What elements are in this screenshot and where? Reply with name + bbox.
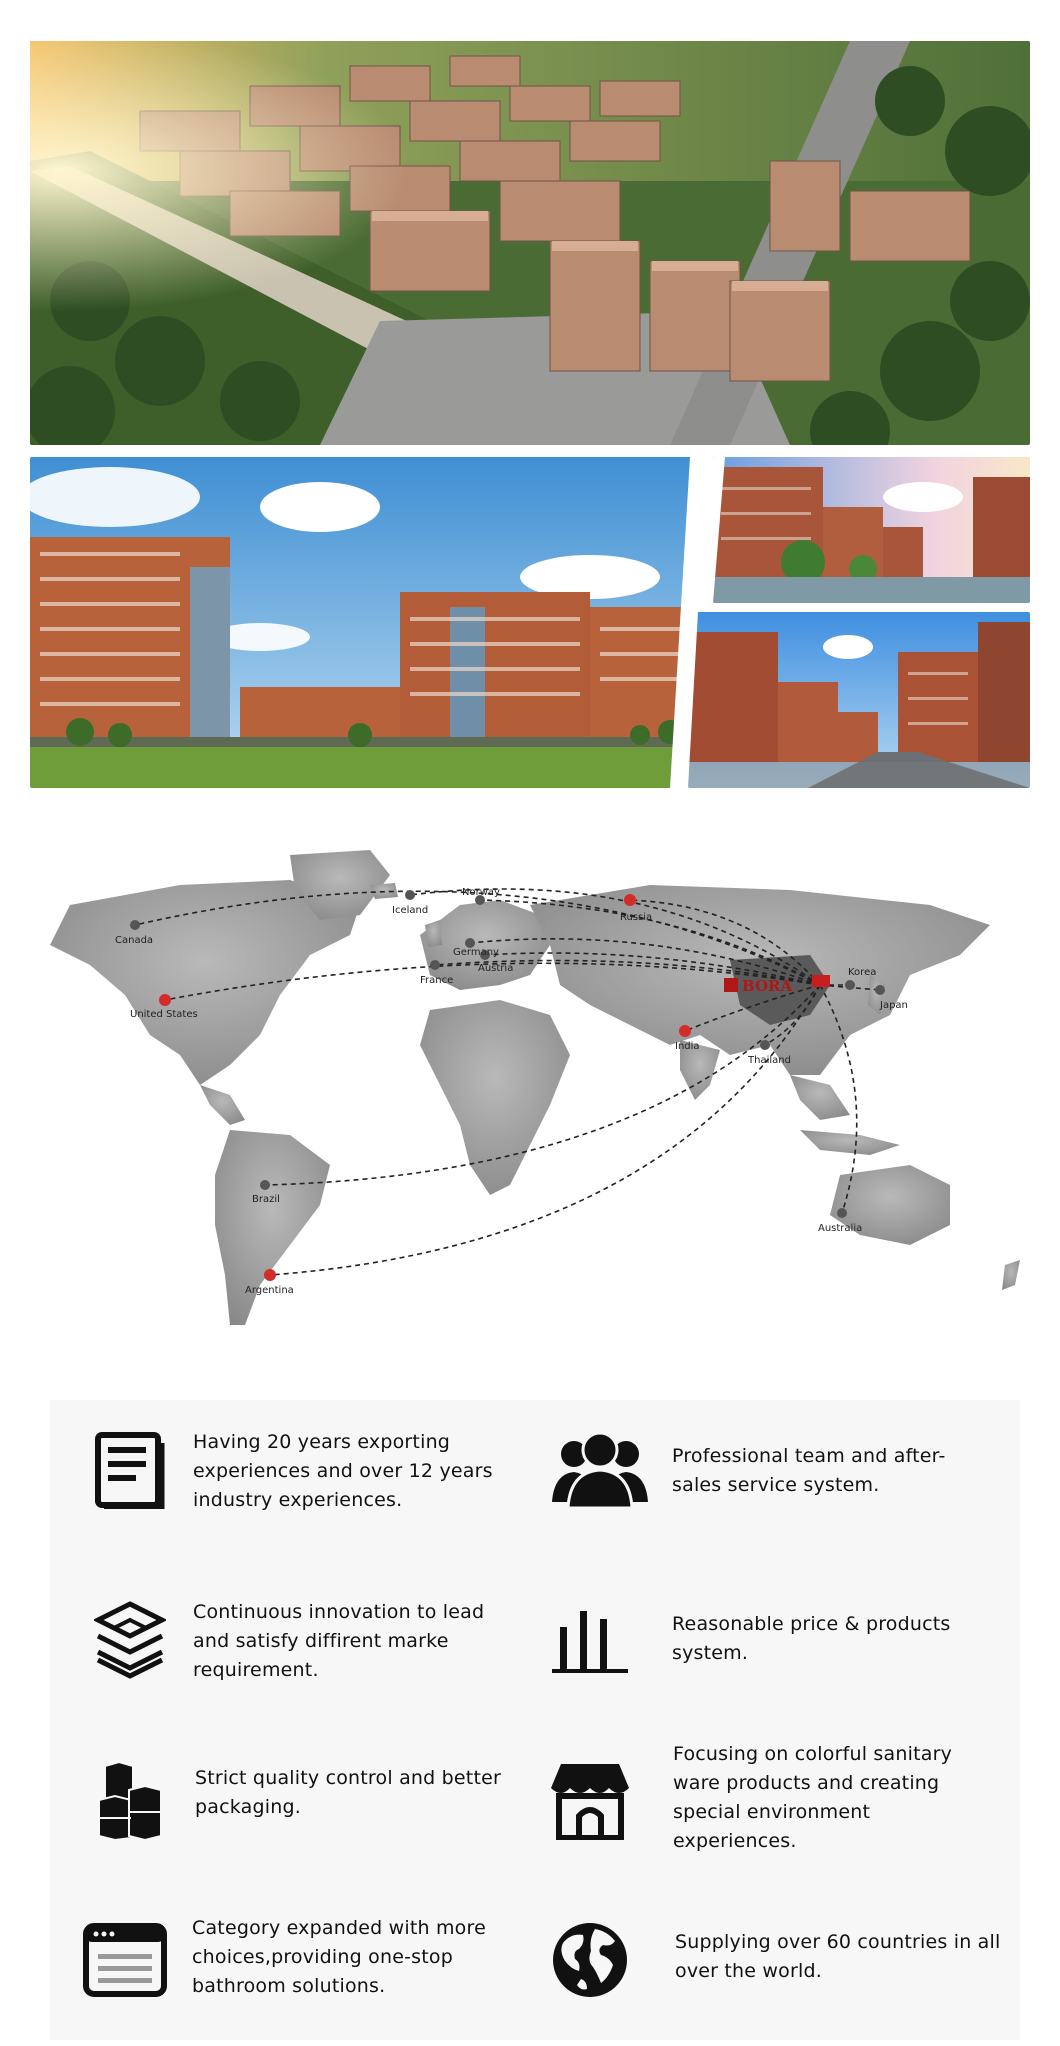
map-label-russia: Russia [620,912,653,923]
feature-text: Focusing on colorful sanitary ware products and creating special environment experiences. [673,1743,953,1852]
map-label-canada: Canada [115,935,154,946]
document-icon [90,1430,170,1510]
map-label-iceland: Iceland [392,905,429,916]
map-label-japan: Japan [880,1000,908,1011]
feature-text: Having 20 years exporting experiences and over 12 years industry experiences. [193,1431,493,1511]
boxes-icon [90,1760,170,1840]
layers-icon [90,1600,170,1680]
map-label-united-states: United States [130,1009,198,1020]
feature-text: Category expanded with more choices,providing one-stop bathroom solutions. [192,1917,486,1997]
map-label-korea: Korea [848,967,877,978]
storefront-icon [550,1760,630,1840]
brand-logo-text: BORA [742,977,793,995]
map-label-argentina: Argentina [245,1285,294,1296]
feature-text: Reasonable price & products system. [672,1613,951,1664]
feature-text: Supplying over 60 countries in all over the world. [675,1931,1001,1982]
feature-text: Professional team and after-sales service system. [672,1445,946,1496]
factory-buildings-photo [30,457,720,788]
map-label-australia: Australia [818,1223,863,1234]
browser-window-icon [80,1920,170,2000]
map-label-norway: Norway [462,887,500,898]
feature-text: Strict quality control and better packaging. [195,1767,502,1818]
map-label-thailand: Thailand [748,1055,791,1066]
world-map [30,845,1030,1375]
industrial-park-aerial-photo [30,41,1030,445]
feature-text: Continuous innovation to lead and satisfy diffirent marke requirement. [193,1601,485,1681]
map-label-austria: Austria [478,963,514,974]
map-label-india: India [675,1041,700,1052]
team-icon [550,1430,650,1510]
map-label-france: France [420,975,454,986]
bar-chart-icon [550,1600,630,1680]
street-buildings-photo [688,612,1030,788]
canal-buildings-photo [713,457,1030,603]
globe-icon [550,1920,630,2000]
map-label-germany: Germany [453,947,499,958]
map-label-brazil: Brazil [252,1194,280,1205]
features-panel [50,1400,1020,2040]
